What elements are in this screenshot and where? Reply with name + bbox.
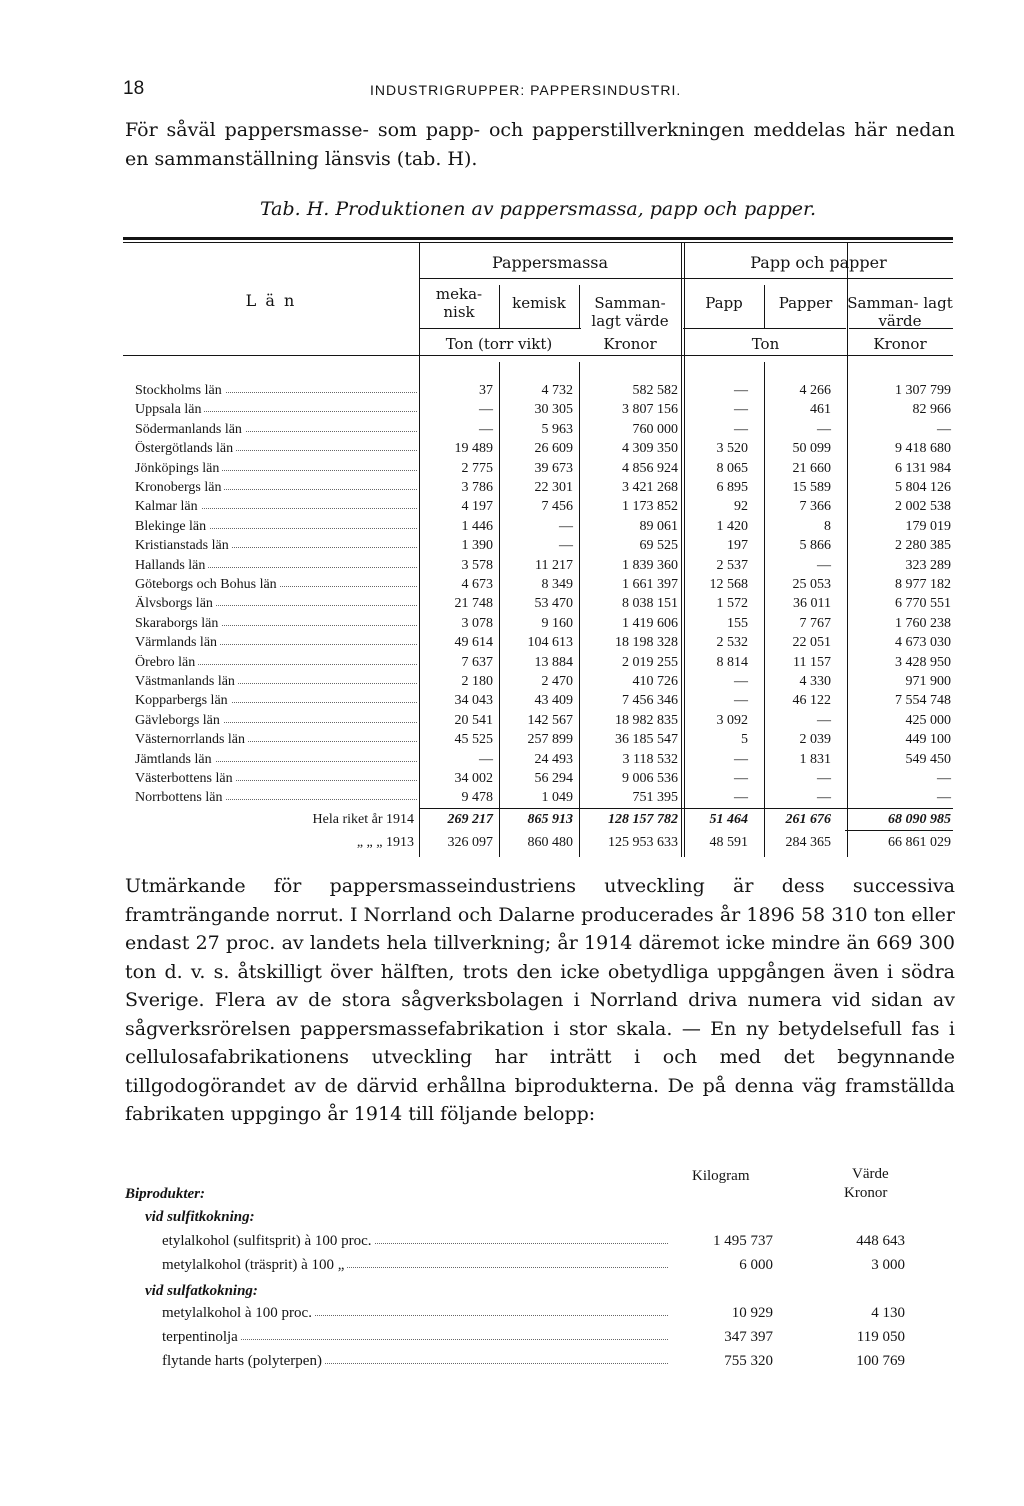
cell-mek: 21 748 bbox=[454, 596, 493, 611]
cell-sam1: 4 856 924 bbox=[622, 461, 678, 476]
cell-mek: 2 180 bbox=[461, 674, 493, 689]
cell-papper: 5 866 bbox=[799, 538, 831, 553]
cell-papp: — bbox=[734, 383, 748, 398]
lan-name: Norrbottens län bbox=[135, 790, 225, 805]
cell-sam1: 760 000 bbox=[632, 422, 678, 437]
cell-sam1: 751 395 bbox=[632, 790, 678, 805]
col-divider bbox=[681, 243, 682, 857]
cell-mek: 3 078 bbox=[461, 616, 493, 631]
table-row-label bbox=[135, 693, 417, 712]
header-pappersmassa: Pappersmassa bbox=[491, 253, 609, 272]
lan-name: Göteborgs och Bohus län bbox=[135, 577, 280, 592]
col-divider bbox=[764, 362, 765, 857]
cell-sam2: — bbox=[937, 790, 951, 805]
table-row-label bbox=[135, 616, 417, 635]
table-row-label bbox=[135, 441, 417, 460]
cell-papp: 8 814 bbox=[716, 655, 748, 670]
cell-mek: — bbox=[479, 752, 493, 767]
cell-sam2: 3 428 950 bbox=[895, 655, 951, 670]
cell-mek: 4 197 bbox=[461, 499, 493, 514]
cell-sam1: 8 038 151 bbox=[622, 596, 678, 611]
cell-papper: 284 365 bbox=[785, 835, 831, 850]
cell-sam2: 4 673 030 bbox=[895, 635, 951, 650]
totals-row-label bbox=[135, 835, 417, 854]
byproduct-name: metylalkohol à 100 proc. bbox=[162, 1305, 315, 1321]
cell-mek: 37 bbox=[479, 383, 493, 398]
unit-kronor-2: Kronor bbox=[873, 335, 927, 353]
byproduct-kronor: 119 050 bbox=[856, 1329, 905, 1345]
cell-sam1: 89 061 bbox=[639, 519, 678, 534]
cell-kem: 43 409 bbox=[534, 693, 573, 708]
cell-papp: 3 092 bbox=[716, 713, 748, 728]
cell-papp: — bbox=[734, 674, 748, 689]
cell-papper: 7 366 bbox=[799, 499, 831, 514]
lan-name: Kronobergs län bbox=[135, 480, 224, 495]
lan-name: Uppsala län bbox=[135, 402, 204, 417]
byproduct-kronor: 3 000 bbox=[871, 1257, 905, 1273]
lan-name: Jönköpings län bbox=[135, 461, 222, 476]
header-mekanisk: meka- nisk bbox=[435, 285, 483, 321]
byproduct-kronor: 4 130 bbox=[871, 1305, 905, 1321]
cell-papp: 3 520 bbox=[716, 441, 748, 456]
cell-papp: — bbox=[734, 422, 748, 437]
cell-mek: 9 478 bbox=[461, 790, 493, 805]
table-row-label bbox=[135, 655, 417, 674]
table-row-label bbox=[135, 422, 417, 441]
cell-kem: 1 049 bbox=[541, 790, 573, 805]
cell-papp: — bbox=[734, 402, 748, 417]
cell-sam2: 6 131 984 bbox=[895, 461, 951, 476]
page-number: 18 bbox=[123, 78, 145, 99]
col-varde: Värde bbox=[852, 1166, 889, 1182]
running-head: INDUSTRIGRUPPER: PAPPERSINDUSTRI. bbox=[370, 82, 682, 98]
byproducts-heading: Biprodukter: bbox=[125, 1186, 206, 1202]
cell-kem: 860 480 bbox=[527, 835, 573, 850]
cell-papp: — bbox=[734, 752, 748, 767]
cell-papp: 1 420 bbox=[716, 519, 748, 534]
col-divider bbox=[579, 362, 580, 857]
byproduct-label bbox=[162, 1353, 668, 1370]
cell-mek: 1 446 bbox=[461, 519, 493, 534]
table-row-label bbox=[135, 732, 417, 751]
cell-mek: 4 673 bbox=[461, 577, 493, 592]
unit-kronor-1: Kronor bbox=[603, 335, 657, 353]
lan-name: Hallands län bbox=[135, 558, 208, 573]
cell-mek: 34 002 bbox=[454, 771, 493, 786]
byproduct-name: metylalkohol (träsprit) à 100 „ bbox=[162, 1257, 347, 1273]
table-row-label bbox=[135, 790, 417, 809]
cell-kem: 104 613 bbox=[527, 635, 573, 650]
cell-sam2: 5 804 126 bbox=[895, 480, 951, 495]
byproduct-label bbox=[162, 1257, 668, 1274]
cell-papp: 6 895 bbox=[716, 480, 748, 495]
lan-name: Kalmar län bbox=[135, 499, 201, 514]
cell-sam2: 971 900 bbox=[905, 674, 951, 689]
cell-kem: 7 456 bbox=[541, 499, 573, 514]
cell-kem: 4 732 bbox=[541, 383, 573, 398]
cell-kem: 8 349 bbox=[541, 577, 573, 592]
table-row-label bbox=[135, 771, 417, 790]
table-top-rule-thin bbox=[123, 242, 953, 243]
cell-sam1: 3 421 268 bbox=[622, 480, 678, 495]
cell-sam2: 8 977 182 bbox=[895, 577, 951, 592]
byproduct-label bbox=[162, 1233, 668, 1250]
cell-papp: 5 bbox=[741, 732, 748, 747]
col-kilogram: Kilogram bbox=[692, 1168, 750, 1184]
lan-name: Östergötlands län bbox=[135, 441, 236, 456]
cell-papper: 4 330 bbox=[799, 674, 831, 689]
cell-papper: 21 660 bbox=[792, 461, 831, 476]
table-row-label bbox=[135, 635, 417, 654]
cell-kem: 26 609 bbox=[534, 441, 573, 456]
lan-name: Kopparbergs län bbox=[135, 693, 231, 708]
cell-sam1: 7 456 346 bbox=[622, 693, 678, 708]
cell-sam1: 410 726 bbox=[632, 674, 678, 689]
cell-kem: 39 673 bbox=[534, 461, 573, 476]
cell-papper: — bbox=[817, 771, 831, 786]
table-row-label bbox=[135, 461, 417, 480]
cell-papp: 8 065 bbox=[716, 461, 748, 476]
cell-kem: 5 963 bbox=[541, 422, 573, 437]
cell-papp: — bbox=[734, 790, 748, 805]
cell-sam1: 69 525 bbox=[639, 538, 678, 553]
cell-sam2: 6 770 551 bbox=[895, 596, 951, 611]
table-row-label bbox=[135, 538, 417, 557]
cell-kem: 2 470 bbox=[541, 674, 573, 689]
cell-sam2: — bbox=[937, 422, 951, 437]
subheading-sulfit: vid sulfitkokning: bbox=[145, 1209, 255, 1225]
cell-papper: 22 051 bbox=[792, 635, 831, 650]
cell-papper: 25 053 bbox=[792, 577, 831, 592]
byproduct-kronor: 100 769 bbox=[856, 1353, 905, 1369]
cell-sam2: 9 418 680 bbox=[895, 441, 951, 456]
cell-papper: 8 bbox=[824, 519, 831, 534]
cell-sam2: 7 554 748 bbox=[895, 693, 951, 708]
cell-mek: 19 489 bbox=[454, 441, 493, 456]
cell-kem: — bbox=[559, 538, 573, 553]
lan-name: Kristianstads län bbox=[135, 538, 232, 553]
cell-kem: 56 294 bbox=[534, 771, 573, 786]
cell-papp: 197 bbox=[727, 538, 748, 553]
cell-papp: 2 532 bbox=[716, 635, 748, 650]
table-row-label bbox=[135, 752, 417, 771]
table-row-label bbox=[135, 596, 417, 615]
cell-mek: 45 525 bbox=[454, 732, 493, 747]
lan-name: Västmanlands län bbox=[135, 674, 238, 689]
cell-sam1: 9 006 536 bbox=[622, 771, 678, 786]
cell-mek: 3 786 bbox=[461, 480, 493, 495]
lan-name: Älvsborgs län bbox=[135, 596, 216, 611]
header-lan: L ä n bbox=[245, 291, 297, 310]
cell-sam1: 3 807 156 bbox=[622, 402, 678, 417]
byproduct-kilogram: 1 495 737 bbox=[713, 1233, 773, 1249]
cell-papp: 92 bbox=[734, 499, 748, 514]
header-papp-och-papper: Papp och papper bbox=[750, 253, 887, 272]
cell-papper: — bbox=[817, 422, 831, 437]
cell-sam2: 1 760 238 bbox=[895, 616, 951, 631]
cell-sam1: 2 019 255 bbox=[622, 655, 678, 670]
cell-mek: 20 541 bbox=[454, 713, 493, 728]
table-row-label bbox=[135, 383, 417, 402]
lan-name: Hela riket år 1914 bbox=[313, 812, 417, 827]
table-caption: Tab. H. Produktionen av pappersmassa, papp och papper. bbox=[259, 198, 817, 220]
cell-mek: 2 775 bbox=[461, 461, 493, 476]
intro-paragraph: För såväl pappersmasse- som papp- och papperstillverkningen meddelas här nedan en sammanställning länsvis (tab. H). bbox=[125, 119, 955, 170]
cell-sam2: 82 966 bbox=[912, 402, 951, 417]
cell-papper: — bbox=[817, 558, 831, 573]
cell-kem: 142 567 bbox=[527, 713, 573, 728]
cell-sam2: 425 000 bbox=[905, 713, 951, 728]
cell-papper: 11 157 bbox=[793, 655, 831, 670]
lan-name: Örebro län bbox=[135, 655, 198, 670]
cell-sam1: 1 419 606 bbox=[622, 616, 678, 631]
cell-mek: 49 614 bbox=[454, 635, 493, 650]
byproduct-label bbox=[162, 1305, 668, 1322]
cell-papp: 12 568 bbox=[709, 577, 748, 592]
cell-kem: — bbox=[559, 519, 573, 534]
col-kronor: Kronor bbox=[844, 1185, 888, 1201]
cell-papp: — bbox=[734, 693, 748, 708]
cell-kem: 13 884 bbox=[534, 655, 573, 670]
table-row-label bbox=[135, 577, 417, 596]
cell-mek: 1 390 bbox=[461, 538, 493, 553]
lan-name: Blekinge län bbox=[135, 519, 209, 534]
cell-papp: — bbox=[734, 771, 748, 786]
cell-papp: 2 537 bbox=[716, 558, 748, 573]
cell-papp: 48 591 bbox=[709, 835, 748, 850]
unit-ton: Ton bbox=[751, 335, 780, 353]
cell-kem: 22 301 bbox=[534, 480, 573, 495]
lan-name: Västerbottens län bbox=[135, 771, 236, 786]
body-paragraph: Utmärkande för pappersmasseindustriens utveckling är dess successiva framträngande norrut. I Norrland och Dalarne producerades år 1896 58 310 ton eller endast 27 proc. av landets hela tillverkning; år 1914 däremot icke mindre än 669 300 ton d. v. s. åtskilligt över hälften, trots den icke obetydliga uppgången även i södra Sverige. Flera av de stora sågverksbolagen i Norrland driva numera vid sidan av sågverksrörelsen pappersmassefabrikation i stor skala. — En ny betydelsefull fas i cellulosafabrikationens utveckling har inträtt i och med det begynnande tillgodogörandet av de därvid erhållna biprodukterna. De på denna väg framställda fabrikaten uppgingo år 1914 till följande belopp: bbox=[125, 875, 955, 1125]
byproduct-kilogram: 6 000 bbox=[739, 1257, 773, 1273]
byproduct-kronor: 448 643 bbox=[856, 1233, 905, 1249]
cell-papp: 155 bbox=[727, 616, 748, 631]
header-kemisk: kemisk bbox=[512, 294, 566, 312]
subheading-sulfat: vid sulfatkokning: bbox=[145, 1283, 258, 1299]
cell-papper: 1 831 bbox=[799, 752, 831, 767]
cell-kem: 257 899 bbox=[527, 732, 573, 747]
unit-rule-3 bbox=[683, 328, 846, 329]
header-papper: Papper bbox=[778, 294, 833, 312]
cell-sam1: 1 839 360 bbox=[622, 558, 678, 573]
cell-mek: 269 217 bbox=[447, 812, 493, 827]
cell-sam2: 323 289 bbox=[905, 558, 951, 573]
header-bottom-rule bbox=[123, 355, 953, 356]
cell-papper: 461 bbox=[810, 402, 831, 417]
byproduct-name: flytande harts (polyterpen) bbox=[162, 1353, 325, 1369]
cell-sam2: 179 019 bbox=[905, 519, 951, 534]
table-row-label bbox=[135, 558, 417, 577]
unit-ton-torr: Ton (torr vikt) bbox=[445, 335, 553, 353]
table-row-label bbox=[135, 674, 417, 693]
cell-sam1: 18 198 328 bbox=[615, 635, 678, 650]
cell-sam2: 68 090 985 bbox=[888, 812, 951, 827]
header-group-rule bbox=[419, 278, 953, 279]
cell-sam1: 582 582 bbox=[632, 383, 678, 398]
table-row-label bbox=[135, 499, 417, 518]
lan-name: Jämtlands län bbox=[135, 752, 215, 767]
byproduct-name: terpentinolja bbox=[162, 1329, 241, 1345]
cell-papper: 50 099 bbox=[792, 441, 831, 456]
cell-sam1: 125 953 633 bbox=[608, 835, 678, 850]
cell-papper: 46 122 bbox=[792, 693, 831, 708]
table-top-rule bbox=[123, 237, 953, 240]
cell-sam1: 4 309 350 bbox=[622, 441, 678, 456]
byproduct-label bbox=[162, 1329, 668, 1346]
byproduct-kilogram: 10 929 bbox=[731, 1305, 773, 1321]
byproduct-kilogram: 755 320 bbox=[724, 1353, 773, 1369]
col-divider bbox=[499, 362, 500, 857]
cell-sam1: 36 185 547 bbox=[615, 732, 678, 747]
cell-mek: 326 097 bbox=[447, 835, 493, 850]
lan-name: Värmlands län bbox=[135, 635, 220, 650]
cell-kem: 24 493 bbox=[534, 752, 573, 767]
byproduct-name: etylalkohol (sulfitsprit) à 100 proc. bbox=[162, 1233, 375, 1249]
table-row-label bbox=[135, 402, 417, 421]
cell-sam2: 2 280 385 bbox=[895, 538, 951, 553]
cell-papper: — bbox=[817, 713, 831, 728]
table-row-label bbox=[135, 519, 417, 538]
lan-name: „ „ „ 1913 bbox=[357, 835, 417, 850]
cell-papper: 15 589 bbox=[792, 480, 831, 495]
cell-sam2: 2 002 538 bbox=[895, 499, 951, 514]
cell-sam1: 1 661 397 bbox=[622, 577, 678, 592]
unit-rule-1 bbox=[419, 328, 581, 329]
lan-name: Skaraborgs län bbox=[135, 616, 221, 631]
cell-papper: 4 266 bbox=[799, 383, 831, 398]
lan-name: Gävleborgs län bbox=[135, 713, 223, 728]
cell-kem: 53 470 bbox=[534, 596, 573, 611]
table-row-label bbox=[135, 480, 417, 499]
cell-sam1: 1 173 852 bbox=[622, 499, 678, 514]
cell-papper: 7 767 bbox=[799, 616, 831, 631]
header-sammanlagt-1: Samman- lagt värde bbox=[591, 294, 669, 330]
lan-name: Södermanlands län bbox=[135, 422, 245, 437]
cell-sam2: 449 100 bbox=[905, 732, 951, 747]
cell-kem: 9 160 bbox=[541, 616, 573, 631]
lan-name: Västernorrlands län bbox=[135, 732, 248, 747]
cell-mek: 3 578 bbox=[461, 558, 493, 573]
totals-row-label bbox=[135, 812, 417, 831]
cell-sam1: 3 118 532 bbox=[622, 752, 678, 767]
byproduct-kilogram: 347 397 bbox=[724, 1329, 773, 1345]
header-papp: Papp bbox=[705, 294, 743, 312]
cell-kem: 30 305 bbox=[534, 402, 573, 417]
cell-papp: 1 572 bbox=[716, 596, 748, 611]
cell-papper: 36 011 bbox=[793, 596, 831, 611]
header-sammanlagt-2: Samman- lagt värde bbox=[847, 294, 953, 330]
cell-papper: — bbox=[817, 790, 831, 805]
cell-sam2: 549 450 bbox=[905, 752, 951, 767]
cell-mek: — bbox=[479, 422, 493, 437]
cell-sam2: 1 307 799 bbox=[895, 383, 951, 398]
cell-mek: 7 637 bbox=[461, 655, 493, 670]
cell-mek: — bbox=[479, 402, 493, 417]
cell-sam2: 66 861 029 bbox=[888, 835, 951, 850]
cell-sam1: 128 157 782 bbox=[608, 812, 678, 827]
production-table bbox=[123, 237, 953, 857]
cell-papper: 2 039 bbox=[799, 732, 831, 747]
cell-papper: 261 676 bbox=[785, 812, 831, 827]
cell-sam2: — bbox=[937, 771, 951, 786]
table-row-label bbox=[135, 713, 417, 732]
cell-papp: 51 464 bbox=[709, 812, 748, 827]
cell-sam1: 18 982 835 bbox=[615, 713, 678, 728]
cell-kem: 865 913 bbox=[527, 812, 573, 827]
cell-kem: 11 217 bbox=[535, 558, 573, 573]
cell-mek: 34 043 bbox=[454, 693, 493, 708]
lan-name: Stockholms län bbox=[135, 383, 225, 398]
